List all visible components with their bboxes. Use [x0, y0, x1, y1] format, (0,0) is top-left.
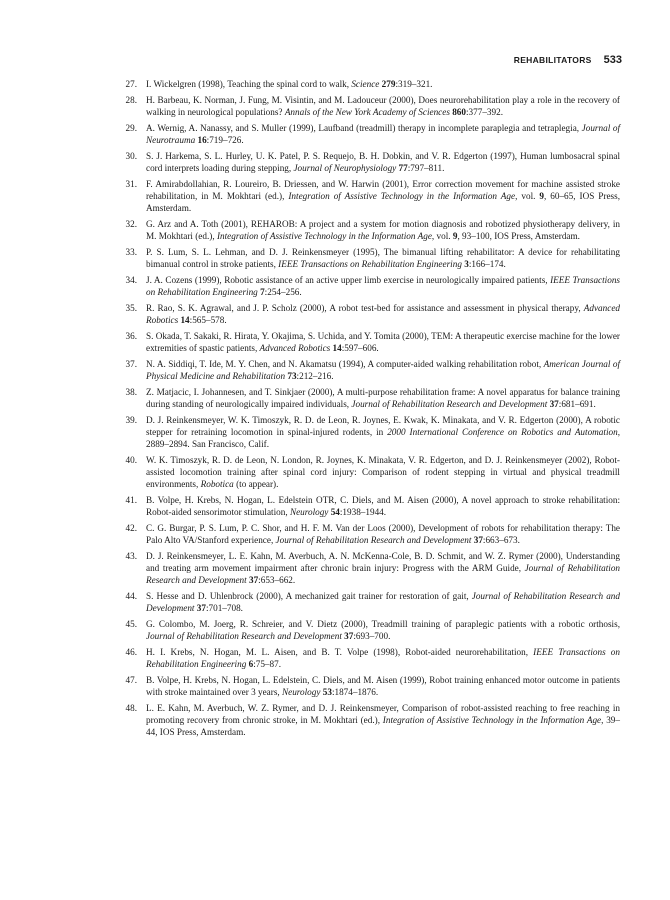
reference-text-segment: :75–87. — [253, 659, 282, 669]
reference-text — [146, 79, 432, 89]
reference-text-segment: :597–606. — [341, 343, 379, 353]
reference-text-segment: D. J. Reinkensmeyer, L. E. Kahn, M. Averbuch, A. N. McKenna-Cole, B. D. Schmit, and W. Z. Rymer (2000), Understanding and treating arm movement impairment after chronic brain injury: Progress with the ARM Guide, — [146, 551, 620, 573]
reference-text — [146, 675, 620, 697]
reference-source-title: IEEE Transactions on Rehabilitation Engineering — [278, 259, 462, 269]
reference-number: 39. — [125, 415, 137, 425]
reference-text-segment: S. Hesse and D. Uhlenbrock (2000), A mechanized gait trainer for restoration of gait, — [146, 591, 472, 601]
reference-number: 31. — [125, 179, 137, 189]
reference-text-segment: W. K. Timoszyk, R. D. de Leon, N. London, R. Joynes, K. Minakata, V. R. Edgerton, and D. J. Reinkensmeyer (2002), Robot-assisted locomotion training after spinal cord injury: Comparison of rodent stepping in virtual and physical treadmill environments, — [146, 455, 620, 489]
reference-item — [117, 358, 620, 382]
reference-text — [146, 551, 620, 585]
reference-volume: 54 — [330, 507, 340, 517]
reference-volume: 73 — [287, 371, 297, 381]
reference-item — [117, 522, 620, 546]
reference-text — [146, 359, 620, 381]
reference-text-segment: , 93–100, IOS Press, Amsterdam. — [457, 231, 580, 241]
reference-source-title: Journal of Rehabilitation Research and Development — [146, 563, 621, 585]
reference-volume: 7 — [260, 287, 265, 297]
reference-text-segment: N. A. Siddiqi, T. Ide, M. Y. Chen, and N. Akamatsu (1994), A computer-aided walking rehabilitation robot, — [146, 359, 544, 369]
reference-source-title: Neurology — [282, 687, 321, 697]
reference-text-segment: C. G. Burgar, P. S. Lum, P. C. Shor, and H. F. M. Van der Loos (2000), Development of robots for rehabilitation therapy: The Palo Alto VA/Stanford experience, — [146, 523, 620, 545]
reference-source-title: IEEE Transactions on Rehabilitation Engineering — [146, 647, 620, 669]
reference-number: 29. — [125, 123, 137, 133]
reference-text-segment: (to appear). — [233, 479, 279, 489]
reference-text-segment: , 39–44, IOS Press, Amsterdam. — [146, 715, 620, 737]
reference-text-segment: :377–392. — [465, 107, 503, 117]
reference-item — [117, 590, 620, 614]
reference-volume: 37 — [549, 399, 559, 409]
reference-text-segment: Z. Matjacic, I. Johannesen, and T. Sinkjaer (2000), A multi-purpose rehabilitation frame: A novel apparatus for balance training during standing of neurologically impaired individuals, — [146, 387, 620, 409]
reference-number: 44. — [125, 591, 137, 601]
reference-source-title: Integration of Assistive Technology in the Information Age — [288, 191, 516, 201]
reference-source-title: Neurology — [289, 507, 329, 517]
reference-text — [146, 591, 620, 613]
reference-number: 30. — [125, 151, 137, 161]
page-number: 533 — [603, 54, 622, 66]
reference-text — [146, 151, 620, 173]
reference-text-segment: S. J. Harkema, S. L. Hurley, U. K. Patel, P. S. Requejo, B. H. Dobkin, and V. R. Edgerton (1997), Human lumbosacral spinal cord interprets loading during stepping, — [146, 151, 620, 173]
reference-source-title: Robotica — [200, 479, 234, 489]
reference-volume: 77 — [398, 163, 408, 173]
reference-number: 36. — [125, 331, 137, 341]
reference-text-segment: , 2889–2894. San Francisco, Calif. — [146, 427, 620, 449]
reference-text — [146, 219, 620, 241]
reference-item — [117, 646, 620, 670]
reference-text — [146, 331, 620, 353]
reference-volume: 9 — [539, 191, 544, 201]
reference-number: 46. — [125, 647, 137, 657]
reference-volume: 37 — [248, 575, 259, 585]
reference-text-segment: :565–578. — [189, 315, 227, 325]
reference-volume: 9 — [452, 231, 458, 241]
reference-text-segment: H. Barbeau, K. Norman, J. Fung, M. Visintin, and M. Ladouceur (2000), Does neurorehabilitation play a role in the recovery of walking in neurological populations? — [146, 95, 620, 117]
reference-text — [146, 523, 620, 545]
reference-number: 40. — [125, 455, 137, 465]
reference-source-title: Integration of Assistive Technology in the Information Age — [382, 715, 602, 725]
reference-source-title: Science — [351, 79, 380, 89]
reference-source-title: 2000 International Conference on Robotics and Automation — [387, 427, 618, 437]
reference-text-segment: , vol. — [515, 191, 540, 201]
reference-text-segment: B. Volpe, H. Krebs, N. Hogan, L. Edelstein, C. Diels, and M. Aisen (1999), Robot training enhanced motor outcome in patients with stroke maintained over 3 years, — [146, 675, 620, 697]
reference-text — [146, 619, 620, 641]
reference-volume: 37 — [473, 535, 483, 545]
reference-text — [146, 647, 620, 669]
reference-item — [117, 122, 620, 146]
reference-number: 48. — [125, 703, 137, 713]
reference-number: 32. — [125, 219, 137, 229]
reference-text — [146, 303, 620, 325]
page-header — [0, 50, 622, 68]
reference-number: 45. — [125, 619, 137, 629]
reference-volume: 3 — [464, 259, 469, 269]
reference-text-segment: L. E. Kahn, M. Averbuch, W. Z. Rymer, and D. J. Reinkensmeyer, Comparison of robot-assisted reaching to free reaching in promoting recovery from chronic stroke, in M. Mokhtari (ed.), — [146, 703, 620, 725]
reference-volume: 16 — [197, 135, 207, 145]
reference-text-segment: F. Amirabdollahian, R. Loureiro, B. Driessen, and W. Harwin (2001), Error correction movement for machine assisted stroke rehabilitation, in M. Mokhtari (ed.), — [146, 179, 620, 201]
reference-text-segment: B. Volpe, H. Krebs, N. Hogan, L. Edelstein OTR, C. Diels, and M. Aisen (2000), A novel approach to stroke rehabilitation: Robot-aided sensorimotor stimulation, — [146, 495, 620, 517]
reference-volume: 860 — [452, 107, 466, 117]
reference-number: 47. — [125, 675, 137, 685]
running-title: REHABILITATORS — [513, 55, 592, 65]
reference-text-segment: J. A. Cozens (1999), Robotic assistance of an active upper limb exercise in neurologically impaired patients, — [146, 275, 551, 285]
reference-number: 43. — [125, 551, 137, 561]
reference-text-segment: :212–216. — [296, 371, 334, 381]
reference-source-title: Journal of Rehabilitation Research and Development — [351, 399, 548, 409]
reference-item — [117, 330, 620, 354]
reference-item — [117, 618, 620, 642]
reference-number: 33. — [125, 247, 137, 257]
reference-number: 35. — [125, 303, 137, 313]
reference-text-segment: :166–174. — [468, 259, 506, 269]
reference-source-title: Advanced Robotics — [146, 303, 620, 325]
reference-text — [146, 275, 620, 297]
reference-text — [146, 703, 620, 737]
reference-text-segment: A. Wernig, A. Nanassy, and S. Muller (1999), Laufband (treadmill) therapy in incomplete paraplegia and tetraplegia, — [146, 123, 582, 133]
reference-text-segment: :719–726. — [206, 135, 244, 145]
reference-text — [146, 95, 620, 117]
reference-volume: 37 — [344, 631, 354, 641]
reference-text-segment: :797–811. — [407, 163, 445, 173]
reference-text-segment: :663–673. — [482, 535, 520, 545]
reference-item — [117, 150, 620, 174]
reference-item — [117, 550, 620, 586]
reference-text-segment: :1938–1944. — [339, 507, 387, 517]
reference-text-segment: I. Wickelgren (1998), Teaching the spinal cord to walk, — [146, 79, 352, 89]
reference-number: 38. — [125, 387, 137, 397]
reference-source-title: IEEE Transactions on Rehabilitation Engineering — [146, 275, 620, 297]
reference-text-segment: :653–662. — [258, 575, 296, 585]
reference-number: 37. — [125, 359, 137, 369]
reference-item — [117, 414, 620, 450]
reference-number: 28. — [125, 95, 137, 105]
reference-source-title: American Journal of Physical Medicine and Rehabilitation — [146, 359, 620, 381]
reference-number: 27. — [125, 79, 137, 89]
reference-source-title: Annals of the New York Academy of Sciences — [284, 107, 450, 117]
reference-volume: 37 — [196, 603, 206, 613]
reference-source-title: Journal of Rehabilitation Research and Development — [146, 631, 342, 641]
reference-text-segment: S. Okada, T. Sakaki, R. Hirata, Y. Okajima, S. Uchida, and Y. Tomita (2000), TEM: A therapeutic exercise machine for the lower extremities of spastic patients, — [146, 331, 620, 353]
reference-text — [146, 247, 620, 269]
reference-item — [117, 302, 620, 326]
reference-item — [117, 386, 620, 410]
reference-item — [117, 246, 620, 270]
reference-text-segment: :319–321. — [395, 79, 433, 89]
reference-item — [117, 454, 620, 490]
reference-volume: 53 — [322, 687, 332, 697]
reference-volume: 14 — [180, 315, 190, 325]
reference-number: 42. — [125, 523, 137, 533]
reference-text-segment: , vol. — [431, 231, 453, 241]
reference-text-segment: :701–708. — [205, 603, 243, 613]
reference-number: 34. — [125, 275, 137, 285]
reference-number: 41. — [125, 495, 137, 505]
reference-text — [146, 179, 620, 213]
reference-text — [146, 495, 620, 517]
reference-text-segment: H. I. Krebs, N. Hogan, M. L. Aisen, and B. T. Volpe (1998), Robot-aided neurorehabilitation, — [146, 647, 534, 657]
reference-text-segment: , 60–65, IOS Press, Amsterdam. — [146, 191, 620, 213]
reference-text — [146, 123, 620, 145]
reference-text-segment: :681–691. — [558, 399, 596, 409]
reference-volume: 6 — [248, 659, 254, 669]
reference-item — [117, 94, 620, 118]
reference-item — [117, 494, 620, 518]
reference-text — [146, 415, 620, 449]
reference-source-title: Journal of Rehabilitation Research and Development — [275, 535, 472, 545]
reference-volume: 14 — [332, 343, 342, 353]
reference-text-segment: :693–700. — [353, 631, 391, 641]
reference-volume: 279 — [381, 79, 396, 89]
reference-text-segment: G. Colombo, M. Joerg, R. Schreier, and V. Dietz (2000), Treadmill training of paraplegic patients with a robotic orthosis, — [146, 619, 620, 629]
reference-source-title: Journal of Neurotrauma — [146, 123, 620, 145]
reference-text — [146, 387, 620, 409]
reference-source-title: Integration of Assistive Technology in the Information Age — [216, 231, 432, 241]
reference-text-segment: G. Arz and A. Toth (2001), REHAROB: A project and a system for motion diagnosis and robotized physiotherapy delivery, in M. Mokhtari (ed.), — [146, 219, 620, 241]
reference-item — [117, 178, 620, 214]
reference-source-title: Journal of Rehabilitation Research and Development — [146, 591, 620, 613]
reference-text-segment: D. J. Reinkensmeyer, W. K. Timoszyk, R. D. de Leon, R. Joynes, E. Kwak, K. Minakata, and V. R. Edgerton (2000), A robotic stepper for retraining locomotion in spinal-injured rodents, in — [146, 415, 620, 437]
reference-text — [146, 455, 620, 489]
reference-source-title: Advanced Robotics — [259, 343, 331, 353]
reference-item — [117, 702, 620, 738]
reference-item — [117, 674, 620, 698]
reference-text-segment: :1874–1876. — [331, 687, 379, 697]
reference-item — [117, 274, 620, 298]
reference-text-segment: R. Rao, S. K. Agrawal, and J. P. Scholz (2000), A robot test-bed for assistance and assessment in physical therapy, — [146, 303, 584, 313]
reference-source-title: Journal of Neurophysiology — [293, 163, 397, 173]
reference-item — [117, 218, 620, 242]
reference-item — [117, 78, 620, 90]
reference-list — [117, 78, 620, 742]
reference-text-segment: P. S. Lum, S. L. Lehman, and D. J. Reinkensmeyer (1995), The bimanual lifting rehabilitator: A device for rehabilitating bimanual control in stroke patients, — [146, 247, 620, 269]
reference-text-segment: :254–256. — [264, 287, 302, 297]
